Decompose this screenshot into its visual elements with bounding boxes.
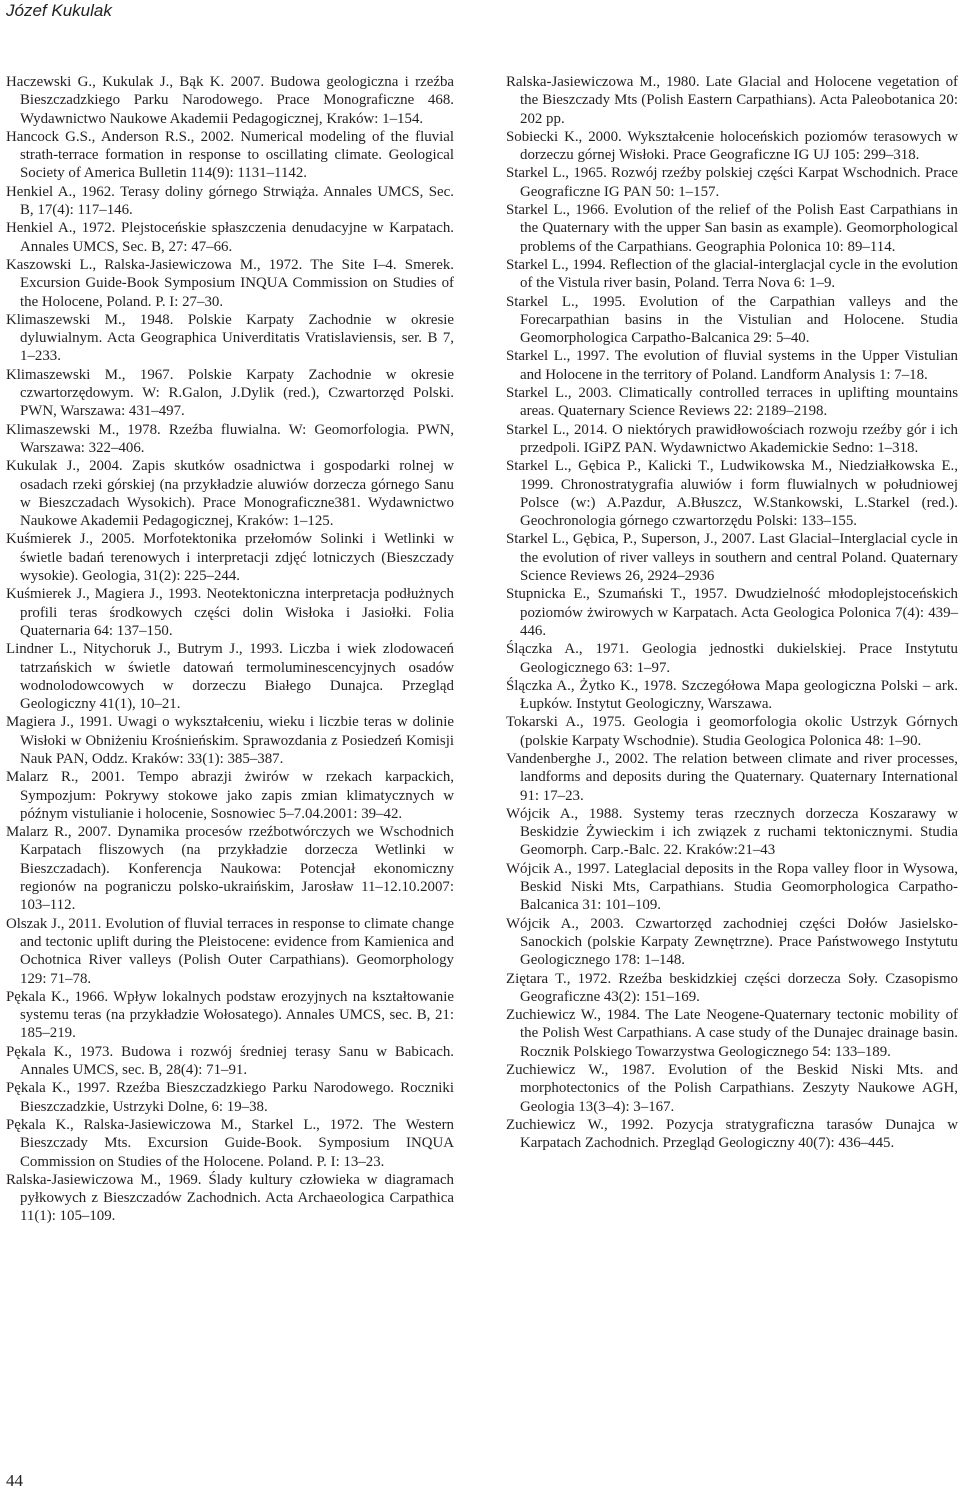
reference-entry: Sobiecki K., 2000. Wykształcenie holoceńskich poziomów terasowych w dorzeczu górnej Wisłoki. Prace Geograficzne IG UJ 105: 299–318. — [506, 128, 958, 164]
reference-entry: Ralska-Jasiewiczowa M., 1969. Ślady kultury człowieka w diagramach pyłkowych z Bieszczadów Zachodnich. Acta Archaeologica Carpathica 11(1): 105–109. — [6, 1171, 454, 1225]
reference-entry: Ślączka A., Żytko K., 1978. Szczegółowa Mapa geologiczna Polski – ark. Łupków. Instytut Geologiczny, Warszawa. — [506, 677, 958, 713]
reference-entry: Henkiel A., 1962. Terasy doliny górnego Strwiąża. Annales UMCS, Sec. B, 17(4): 117–146. — [6, 183, 454, 219]
reference-entry: Lindner L., Nitychoruk J., Butrym J., 1993. Liczba i wiek zlodowaceń tatrzańskich w świetle datowań termoluminescencyjnych osadów wodnolodowcowych w dorzeczu Białego Dunajca. Przegląd Geologiczny 41(1), 10–21. — [6, 641, 454, 713]
reference-entry: Henkiel A., 1972. Plejstoceńskie spłaszczenia denudacyjne w Karpatach. Annales UMCS, Sec. B, 27: 47–66. — [6, 220, 454, 255]
running-header-author: Józef Kukulak — [6, 1, 112, 20]
reference-entry: Starkel L., 1997. The evolution of fluvial systems in the Upper Vistulian and Holocene in the territory of Poland. Landform Analysis 1: 7–18. — [506, 348, 958, 383]
page-number: 44 — [6, 1471, 23, 1490]
reference-entry: Pękala K., 1997. Rzeźba Bieszczadzkiego Parku Narodowego. Roczniki Bieszczadzkie, Ustrzyki Dolne, 6: 19–38. — [6, 1080, 454, 1115]
references-right-column — [506, 73, 958, 1153]
references-left-column — [6, 73, 454, 1226]
reference-entry: Kukulak J., 2004. Zapis skutków osadnictwa i gospodarki rolnej w osadach rzeki górskiej (na przykładzie aluwiów dorzecza górnego Sanu w Bieszczadach Wysokich). Prace Monograficzne381. Wydawnictwo Naukowe Akademii Pedagogicznej, Kraków: 1–125. — [6, 458, 454, 530]
reference-entry: Zuchiewicz W., 1984. The Late Neogene-Quaternary tectonic mobility of the Polish West Carpathians. A case study of the Dunajec drainage basin. Rocznik Polskiego Towarzystwa Geologicznego 54: 133–189. — [506, 1007, 958, 1060]
reference-entry: Klimaszewski M., 1948. Polskie Karpaty Zachodnie w okresie dyluwialnym. Acta Geographica Univerditatis Vratislaviensis, ser. B 7, 1–233. — [6, 311, 454, 365]
reference-entry: Wójcik A., 2003. Czwartorzęd zachodniej części Dołów Jasielsko-Sanockich (polskie Karpaty Zewnętrzne). Prace Państwowego Instytutu Geologicznego 178: 1–148. — [506, 915, 958, 969]
reference-entry: Starkel L., 2014. O niektórych prawidłowościach rozwoju rzeźby gór i ich przedpoli. IGiPZ PAN. Wydawnictwo Akademickie Sedno: 1–318. — [506, 421, 958, 456]
reference-entry: Wójcik A., 1988. Systemy teras rzecznych dorzecza Koszarawy w Beskidzie Żywieckim i ich związek z ruchami tektonicznymi. Studia Geomorph. Carp.-Balc. 22. Kraków:21–43 — [506, 805, 958, 859]
reference-entry: Malarz R., 2001. Tempo abrazji żwirów w rzekach karpackich, Sympozjum: Pokrywy stokowe jako zapis zmian klimatycznych w późnym vistulianie i holocenie, Sosnowiec 5–7.04.2001: 39–42. — [6, 769, 454, 822]
reference-entry: Pękala K., Ralska-Jasiewiczowa M., Starkel L., 1972. The Western Bieszczady Mts. Excursion Guide-Book. Symposium INQUA Commission on Studies of the Holocene. Poland. P. I: 13–23. — [6, 1116, 454, 1170]
reference-entry: Starkel L., 1994. Reflection of the glacial-interglacjal cycle in the evolution of the Vistula river basin, Poland. Terra Nova 6: 1–9. — [506, 256, 958, 292]
reference-entry: Zuchiewicz W., 1987. Evolution of the Beskid Niski Mts. and morphotectonics of the Polish Carpathians. Zeszyty Naukowe AGH, Geologia 13(3–4): 3–167. — [506, 1062, 958, 1115]
reference-entry: Zuchiewicz W., 1992. Pozycja stratygraficzna tarasów Dunajca w Karpatach Zachodnich. Przegląd Geologiczny 40(7): 436–445. — [506, 1116, 958, 1152]
reference-entry: Kaszowski L., Ralska-Jasiewiczowa M., 1972. The Site I–4. Smerek. Excursion Guide-Book Symposium INQUA Commission on Studies of the Holocene, Poland. P. I: 27–30. — [6, 256, 454, 310]
reference-entry: Starkel L., 1966. Evolution of the relief of the Polish East Carpathians in the Quaternary with the upper San basin as example). Geomorphological problems of the Carpathians. Geographia Polonica 10: 89–114. — [506, 202, 958, 255]
reference-entry: Tokarski A., 1975. Geologia i geomorfologia okolic Ustrzyk Górnych (polskie Karpaty Wschodnie). Studia Geologica Polonica 48: 1–90. — [506, 714, 958, 749]
reference-entry: Hancock G.S., Anderson R.S., 2002. Numerical modeling of the fluvial strath-terrace formation in response to oscillating climate. Geological Society of America Bulletin 114(9): 1131–1142. — [6, 128, 454, 182]
reference-entry: Olszak J., 2011. Evolution of fluvial terraces in response to climate change and tectonic uplift during the Pleistocene: evidence from Kamienica and Ochotnica River valleys (Polish Outer Carpathians). Geomorphology 129: 71–78. — [6, 915, 454, 987]
reference-entry: Ziętara T., 1972. Rzeźba beskidzkiej części dorzecza Soły. Czasopismo Geograficzne 43(2): 151–169. — [506, 970, 958, 1005]
reference-entry: Stupnicka E., Szumański T., 1957. Dwudzielność młodoplejstoceńskich poziomów żwirowych w Karpatach. Acta Geologica Polonica 7(4): 439–446. — [506, 586, 958, 639]
reference-entry: Pękala K., 1966. Wpływ lokalnych podstaw erozyjnych na kształtowanie systemu teras (na przykładzie Wołosatego). Annales UMCS, sec. B, 21: 185–219. — [6, 988, 454, 1042]
reference-entry: Starkel L., 1965. Rozwój rzeźby polskiej części Karpat Wschodnich. Prace Geograficzne IG PAN 50: 1–157. — [506, 165, 958, 200]
reference-entry: Pękala K., 1973. Budowa i rozwój średniej terasy Sanu w Babicach. Annales UMCS, sec. B, 28(4): 71–91. — [6, 1043, 454, 1079]
reference-entry: Wójcik A., 1997. Lateglacial deposits in the Ropa valley floor in Wysowa, Beskid Niski Mts, Carpathians. Studia Geomorphologica Carpatho-Balcanica 31: 101–109. — [506, 860, 958, 914]
reference-entry: Klimaszewski M., 1978. Rzeźba fluwialna. W: Geomorfologia. PWN, Warszawa: 322–406. — [6, 421, 454, 456]
reference-entry: Starkel L., 2003. Climatically controlled terraces in uplifting mountains areas. Quaternary Science Reviews 22: 2189–2198. — [506, 385, 958, 420]
reference-entry: Klimaszewski M., 1967. Polskie Karpaty Zachodnie w okresie czwartorzędowym. W: R.Galon, J.Dylik (red.), Czwartorzęd Polski. PWN, Warszawa: 431–497. — [6, 366, 454, 420]
reference-entry: Malarz R., 2007. Dynamika procesów rzeźbotwórczych we Wschodnich Karpatach fliszowych (na przykładzie dorzecza Wetlinki w Bieszczadach). Konferencja Naukowa: Potencjał ekonomiczny regionów na pograniczu polsko-ukraińskim, Jarosław 11–12.10.2007: 103–112. — [6, 824, 454, 914]
reference-entry: Vandenberghe J., 2002. The relation between climate and river processes, landforms and deposits during the Quaternary. Quaternary International 91: 17–23. — [506, 750, 958, 804]
reference-entry: Kuśmierek J., 2005. Morfotektonika przełomów Solinki i Wetlinki w świetle badań terenowych i interpretacji zdjęć lotniczych (Bieszczady wysokie). Geologia, 31(2): 225–244. — [6, 531, 454, 585]
reference-entry: Ralska-Jasiewiczowa M., 1980. Late Glacial and Holocene vegetation of the Bieszczady Mts (Polish Eastern Carpathians). Acta Paleobotanica 20: 202 pp. — [506, 74, 958, 127]
reference-entry: Starkel L., Gębica P., Kalicki T., Ludwikowska M., Niedziałkowska E., 1999. Chronostratygrafia aluwiów i form fluwialnych w południowej Polsce (w:) A.Pazdur, A.Błuszcz, W.Stankowski, L.Starkel (red.). Geochronologia górnego czwartorzędu Polski: 133–155. — [506, 458, 958, 530]
reference-entry: Starkel L., Gębica, P., Superson, J., 2007. Last Glacial–Interglacial cycle in the evolution of river valleys in southern and central Poland. Quaternary Science Reviews 26, 2924–2936 — [506, 531, 958, 585]
reference-entry: Magiera J., 1991. Uwagi o wykształceniu, wieku i liczbie teras w dolinie Wisłoki w Obniżeniu Krośnieńskim. Sprawozdania z Posiedzeń Komisji Nauk PAN, Oddz. Kraków: 33(1): 385–387. — [6, 714, 454, 767]
reference-entry: Starkel L., 1995. Evolution of the Carpathian valleys and the Forecarpathian basins in the Vistulian and Holocene. Studia Geomorphologica Carpatho-Balcanica 29: 5–40. — [506, 293, 958, 347]
reference-entry: Kuśmierek J., Magiera J., 1993. Neotektoniczna interpretacja podłużnych profili teras środkowych części dolin Wisłoka i Jasiołki. Folia Quaternaria 64: 137–150. — [6, 586, 454, 639]
reference-entry: Haczewski G., Kukulak J., Bąk K. 2007. Budowa geologiczna i rzeźba Bieszczadzkiego Parku Narodowego. Prace Monograficzne 468. Wydawnictwo Naukowe Akademii Pedagogicznej, Kraków: 1–154. — [6, 74, 454, 127]
reference-entry: Ślączka A., 1971. Geologia jednostki dukielskiej. Prace Instytutu Geologicznego 63: 1–97. — [506, 641, 958, 676]
